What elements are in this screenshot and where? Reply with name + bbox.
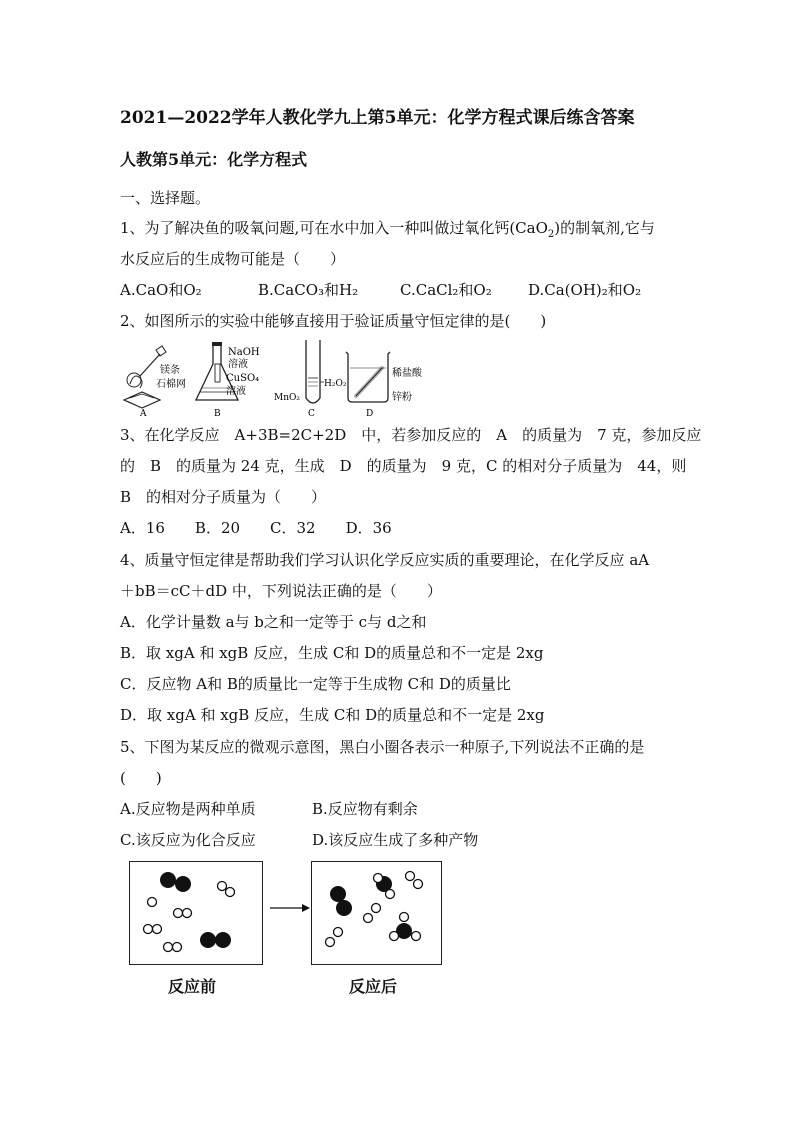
document-title: 2021—2022学年人教化学九上第5单元：化学方程式课后练含答案 (120, 108, 635, 128)
question-5-option-a: A.反应物是两种单质 (120, 800, 256, 818)
experiment-d (346, 352, 423, 419)
question-4-option-a: A．化学计量数 a与 b之和一定等于 c与 d之和 (120, 613, 427, 631)
question-5-line-1: 5、下图为某反应的微观示意图，黑白小圈各表示一种原子,下列说法不正确的是 (120, 738, 645, 756)
question-5-line-2: ( ) (120, 769, 162, 787)
before-reaction-diagram (130, 862, 262, 964)
before-reaction-box (129, 861, 263, 965)
fig-c-label-1: MnO₂ (274, 393, 300, 403)
fig-b-label-4: 溶液 (226, 386, 246, 397)
fig-d-label-1: 稀盐酸 (392, 368, 422, 379)
fig-c-letter: C (308, 409, 315, 419)
question-4-line-1: 4、质量守恒定律是帮助我们学习认识化学反应实质的重要理论，在化学反应 aA (120, 551, 650, 569)
question-2-line-1: 2、如图所示的实验中能够直接用于验证质量守恒定律的是( ) (120, 312, 547, 330)
question-1-option-a: A.CaO和O₂ (120, 281, 202, 299)
question-1-line-2: 水反应后的生成物可能是（ ） (120, 250, 346, 268)
question-4-option-d: D．取 xgA 和 xgB 反应，生成 C和 D的质量总和不一定是 2xg (120, 706, 545, 724)
fig-c-label-2: H₂O₂ (324, 379, 347, 389)
fig-d-label-2: 锌粉 (392, 392, 412, 403)
question-4-line-2: ＋bB＝cC＋dD 中，下列说法正确的是（ ） (120, 582, 442, 600)
before-reaction-label: 反应前 (168, 977, 217, 996)
fig-b-letter: B (214, 409, 221, 419)
question-4-option-b: B．取 xgA 和 xgB 反应，生成 C和 D的质量总和不一定是 2xg (120, 644, 544, 662)
after-reaction-diagram (312, 862, 441, 964)
fig-a-label-2: 石棉网 (156, 379, 186, 390)
after-reaction-box (311, 861, 442, 965)
fig-d-letter: D (366, 409, 374, 419)
fig-b-label-3: CuSO₄ (226, 373, 260, 384)
question-3-line-1: 3、在化学反应 A+3B=2C+2D 中，若参加反应的 A 的质量为 7 克，参加反应 (120, 426, 702, 444)
reaction-arrow (264, 898, 310, 918)
question-3-line-3: B 的相对分子质量为（ ） (120, 488, 327, 506)
experiment-c (274, 340, 347, 419)
after-reaction-label: 反应后 (349, 977, 398, 996)
experiment-a (124, 346, 186, 419)
fig-b-label-1: NaOH (228, 347, 260, 358)
fig-a-label-1: 镁条 (160, 365, 180, 376)
section-heading: 一、选择题。 (120, 189, 211, 207)
question-1-option-c: C.CaCl₂和O₂ (400, 281, 492, 299)
unit-subtitle: 人教第5单元：化学方程式 (120, 150, 308, 169)
fig-b-label-2: 溶液 (228, 359, 248, 370)
question-5-option-c: C.该反应为化合反应 (120, 831, 256, 849)
question-5-option-b: B.反应物有剩余 (312, 800, 418, 818)
fig-a-letter: A (140, 409, 147, 419)
question-1-option-d: D.Ca(OH)₂和O₂ (528, 281, 642, 299)
question-1-option-b: B.CaCO₃和H₂ (258, 281, 359, 299)
question-5-option-d: D.该反应生成了多种产物 (312, 831, 479, 849)
question-1-line-1: 1、为了解决鱼的吸氧问题,可在水中加入一种叫做过氧化钙(CaO$_2$)的制氧剂,它与 (120, 219, 655, 240)
question-3-line-2: 的 B 的质量为 24 克，生成 D 的质量为 9 克，C 的相对分子质量为 44，则 (120, 457, 687, 475)
question-4-option-c: C．反应物 A和 B的质量比一定等于生成物 C和 D的质量比 (120, 675, 511, 693)
question-3-options: A．16 B．20 C．32 D．36 (120, 519, 392, 537)
experiment-b (196, 342, 260, 419)
experiment-figure (120, 338, 440, 420)
